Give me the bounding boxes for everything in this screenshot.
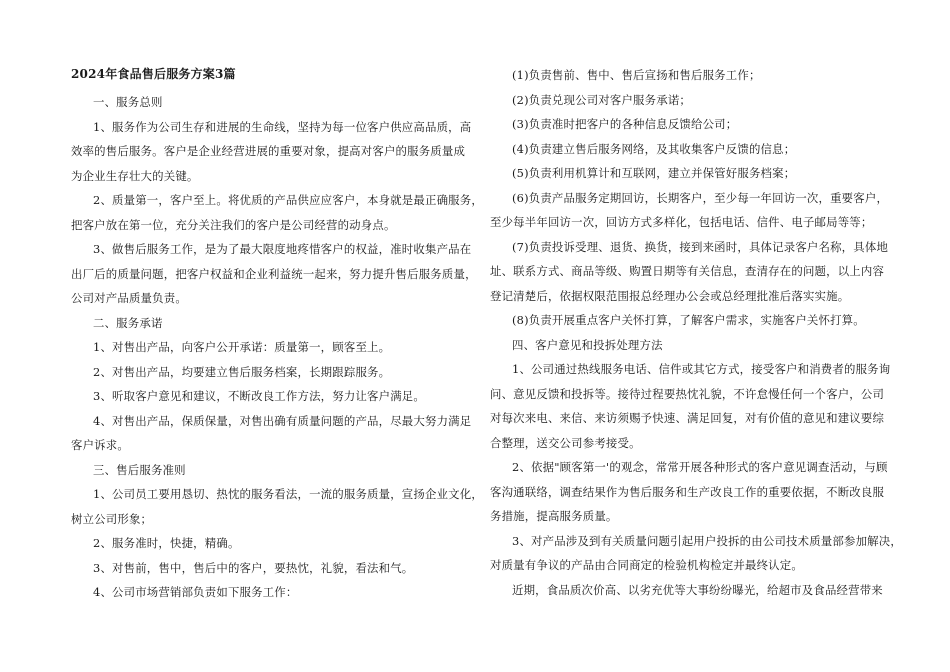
- text-line: 4、公司市场营销部负责如下服务工作：: [93, 585, 298, 599]
- text-line: 客户诉求。: [71, 438, 129, 452]
- text-line: 址、联系方式、商品等级、购置日期等有关信息，查清存在的问题，以上内容: [490, 264, 885, 278]
- text-line: 对质量有争议的产品由合同商定的检验机构检定并最终认定。: [490, 558, 803, 572]
- text-line: 2、对售出产品，均要建立售后服务档案，长期跟踪服务。: [93, 364, 391, 379]
- text-line: 问、意见反馈和投拆等。接待过程要热忱礼貌，不许怠慢任何一个客户，公司: [490, 386, 885, 401]
- text-line: 1、对售出产品，向客户公开承诺：质量第一，顾客至上。: [93, 340, 391, 354]
- text-line: 三、售后服务准则: [93, 462, 186, 477]
- text-line: 2、质量第一，客户至上。将优质的产品供应应客户，本身就是最正确服务，: [93, 193, 483, 207]
- text-line: 1、公司通过热线服务电话、信件或其它方式，接受客户和消费者的服务询: [512, 362, 891, 376]
- document-title: 2024年食品售后服务方案3篇: [71, 67, 236, 81]
- text-line: 至少每半年回访一次，回访方式多样化，包括电话、信件、电子邮局等等；: [490, 215, 873, 229]
- text-line: (8)负责开展重点客户关怀打算，了解客户需求，实施客户关怀打算。: [512, 313, 865, 327]
- text-line: 一、服务总则: [93, 95, 163, 109]
- text-line: 公司对产品质量负责。: [71, 291, 187, 305]
- text-line: 为企业生存壮大的关键。: [71, 168, 199, 183]
- text-line: 二、服务承诺: [93, 315, 163, 330]
- text-line: 出厂后的质量问题，把客户权益和企业利益统一起来，努力提升售后服务质量，: [71, 266, 477, 281]
- text-line: (2)负责兑现公司对客户服务承诺；: [512, 92, 692, 107]
- text-line: 登记清楚后，依据权限范围报总经理办公会或总经理批准后落实实施。: [490, 288, 850, 303]
- text-line: 1、服务作为公司生存和进展的生命线，坚持为每一位客户供应高品质，高: [93, 119, 472, 134]
- text-line: 3、对产品涉及到有关质量问题引起用户投拆的由公司技术质量部参加解决，: [512, 533, 902, 548]
- text-line: 1、公司员工要用恳切、热忱的服务看法，一流的服务质量，宣扬企业文化，: [93, 487, 483, 501]
- text-line: 2、依据"顾客第一'的观念，常常开展各种形式的客户意见调查活动，与顾: [512, 460, 888, 474]
- text-line: 3、做售后服务工作，是为了最大限度地疼惜客户的权益，准时收集产品在: [93, 242, 472, 256]
- text-line: 把客户放在第一位，充分关注我们的客户是公司经营的动身点。: [71, 217, 396, 232]
- text-line: 对每次来电、来信、来访须赐予快速、满足回复，对有价值的意见和建议要综: [490, 411, 885, 425]
- text-line: (3)负责准时把客户的各种信息反馈给公司；: [512, 117, 738, 131]
- text-line: 3、对售前，售中，售后中的客户，要热忱，礼貌，看法和气。: [93, 560, 414, 575]
- text-line: (1)负责售前、售中、售后宣扬和售后服务工作；: [512, 68, 761, 82]
- text-line: 四、客户意见和投拆处理方法: [512, 337, 663, 352]
- text-line: 2、服务准时，快捷，精确。: [93, 536, 240, 550]
- text-line: 客沟通联络，调查结果作为售后服务和生产改良工作的重要依据，不断改良服: [490, 484, 885, 499]
- text-line: 树立公司形象；: [71, 511, 153, 526]
- text-line: 4、对售出产品，保质保量，对售出确有质量问题的产品，尽最大努力满足: [93, 413, 472, 428]
- text-line: (5)负责利用机算计和互联网，建立并保管好服务档案；: [512, 166, 796, 180]
- text-line: (7)负责投诉受理、退货、换货，接到来函时，具体记录客户名称，具体地: [512, 239, 889, 254]
- text-line: 效率的售后服务。客户是企业经营进展的重要对象，提高对客户的服务质量成: [71, 144, 466, 158]
- text-line: 合整理，送交公司参考接受。: [490, 435, 641, 450]
- text-line: 近期，食品质次价高、以劣充优等大事纷纷曝光，给超市及食品经营带来: [512, 582, 883, 597]
- text-line: 3、听取客户意见和建议，不断改良工作方法，努力让客户满足。: [93, 389, 425, 403]
- text-line: 务措施，提高服务质量。: [490, 509, 618, 523]
- text-line: (6)负责产品服务定期回访，长期客户，至少每一年回访一次，重要客户，: [512, 190, 889, 205]
- text-line: (4)负责建立售后服务网络，及其收集客户反馈的信息；: [512, 141, 796, 156]
